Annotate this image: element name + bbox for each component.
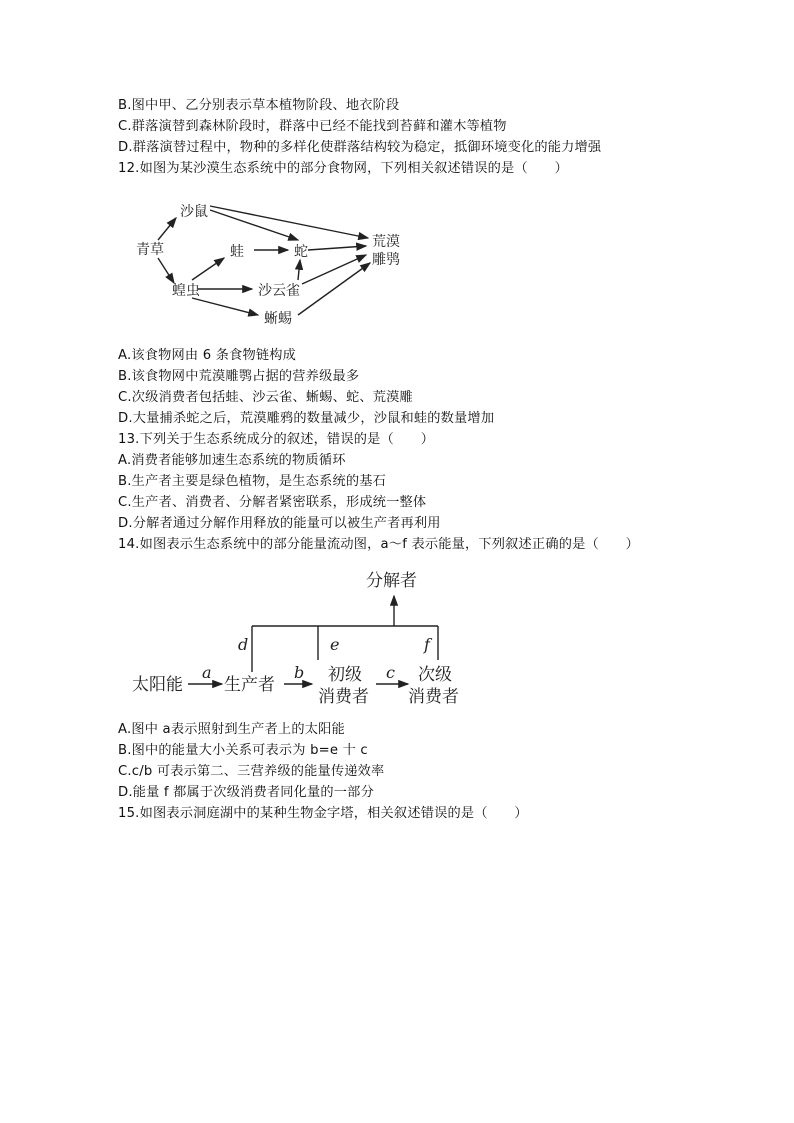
label-d: d — [238, 635, 249, 654]
question-14-stem: 14.如图表示生态系统中的部分能量流动图，a～f 表示能量，下列叙述正确的是（ ） — [118, 537, 640, 552]
q12-option-b: B.该食物网中荒漠雕鹗占据的营养级最多 — [118, 369, 360, 384]
label-c: c — [386, 663, 395, 682]
option-c-text: C.群落演替到森林阶段时，群落中已经不能找到苔藓和灌木等植物 — [118, 119, 507, 134]
question-12-stem: 12.如图为某沙漠生态系统中的部分食物网，下列相关叙述错误的是（ ） — [118, 161, 568, 176]
food-web-diagram — [118, 188, 418, 336]
node-locust: 蝗虫 — [172, 283, 200, 299]
q14-option-a: A.图中 a表示照射到生产者上的太阳能 — [118, 722, 345, 737]
q13-option-c: C.生产者、消费者、分解者紧密联系，形成统一整体 — [118, 495, 427, 510]
q12-option-a: A.该食物网由 6 条食物链构成 — [118, 348, 297, 363]
node-primary-line2: 消费者 — [318, 687, 369, 707]
node-eagle-line1: 荒漠 — [372, 234, 400, 250]
option-d-text: D.群落演替过程中，物种的多样化使群落结构较为稳定，抵御环境变化的能力增强 — [118, 140, 602, 155]
label-a: a — [202, 663, 212, 682]
node-lizard: 蜥蜴 — [264, 311, 292, 327]
node-decomposer: 分解者 — [366, 571, 417, 591]
q14-option-d: D.能量 f 都属于次级消费者同化量的一部分 — [118, 785, 374, 800]
node-eagle-line2: 雕鸮 — [372, 252, 400, 268]
node-snake: 蛇 — [294, 244, 308, 260]
label-b: b — [294, 663, 305, 682]
q14-option-c: C.c/b 可表示第二、三营养级的能量传递效率 — [118, 764, 385, 779]
node-grass: 青草 — [136, 242, 164, 258]
node-gerbil: 沙鼠 — [180, 204, 208, 220]
node-secondary-line2: 消费者 — [408, 687, 459, 707]
q13-option-d: D.分解者通过分解作用释放的能量可以被生产者再利用 — [118, 516, 441, 531]
q14-option-b: B.图中的能量大小关系可表示为 b=e 十 c — [118, 743, 368, 758]
node-secondary-line1: 次级 — [418, 665, 452, 685]
node-primary-line1: 初级 — [328, 665, 362, 685]
question-15-stem: 15.如图表示洞庭湖中的某种生物金字塔，相关叙述错误的是（ ） — [118, 806, 528, 821]
option-b-text: B.图中甲、乙分别表示草本植物阶段、地衣阶段 — [118, 98, 400, 113]
node-lark: 沙云雀 — [258, 283, 300, 299]
energy-flow-diagram — [118, 562, 488, 714]
label-e: e — [330, 635, 340, 654]
node-sun: 太阳能 — [132, 675, 183, 695]
node-producer: 生产者 — [224, 675, 275, 695]
q13-option-b: B.生产者主要是绿色植物，是生态系统的基石 — [118, 474, 386, 489]
q12-option-c: C.次级消费者包括蛙、沙云雀、蜥蜴、蛇、荒漠雕 — [118, 390, 413, 405]
label-f: f — [424, 635, 430, 654]
q12-option-d: D.大量捕杀蛇之后，荒漠雕鸦的数量减少，沙鼠和蛙的数量增加 — [118, 411, 495, 426]
node-frog: 蛙 — [230, 244, 244, 260]
question-13-stem: 13.下列关于生态系统成分的叙述，错误的是（ ） — [118, 432, 435, 447]
q13-option-a: A.消费者能够加速生态系统的物质循环 — [118, 453, 346, 468]
